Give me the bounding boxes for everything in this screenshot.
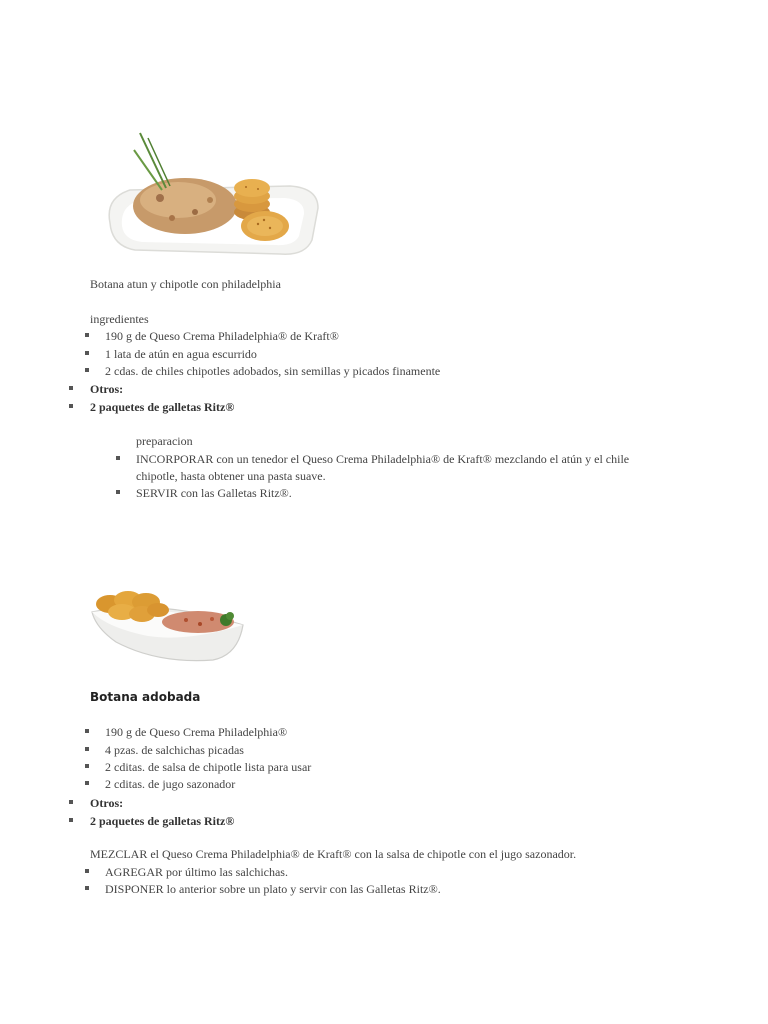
recipe2-other-heading: Otros: [90, 796, 124, 810]
bullet-icon [85, 729, 89, 733]
bullet-icon [85, 747, 89, 751]
recipe1-ingredient: 1 lata de atún en agua escurrido [105, 347, 257, 361]
bullet-icon [116, 456, 120, 460]
recipe1-other-heading: Otros: [90, 382, 124, 396]
recipe2-photo [88, 580, 248, 670]
recipe2-ingredient: 190 g de Queso Crema Philadelphia® [105, 725, 288, 739]
bullet-icon [85, 351, 89, 355]
recipe1-title: Botana atun y chipotle con philadelphia [90, 277, 281, 291]
recipe2-ingredient: 4 pzas. de salchichas picadas [105, 743, 244, 757]
recipe1-preparation-heading: preparacion [136, 434, 193, 448]
recipe1-photo [100, 128, 325, 268]
bullet-icon [69, 800, 73, 804]
recipe1-ingredients-heading: ingredientes [90, 312, 149, 326]
bullet-icon [85, 764, 89, 768]
recipe1-ingredient: 190 g de Queso Crema Philadelphia® de Kraft® [105, 329, 339, 343]
recipe1-other-item: 2 paquetes de galletas Ritz® [90, 400, 235, 414]
recipe1-step-continued: chipotle, hasta obtener una pasta suave. [136, 469, 326, 483]
recipe1-ingredient: 2 cdas. de chiles chipotles adobados, sin semillas y picados finamente [105, 364, 441, 378]
recipe2-method-intro: MEZCLAR el Queso Crema Philadelphia® de Kraft® con la salsa de chipotle con el jugo sazonador. [90, 847, 577, 861]
bullet-icon [69, 818, 73, 822]
recipe2-step: AGREGAR por último las salchichas. [105, 865, 288, 879]
bullet-icon [85, 886, 89, 890]
recipe2-ingredient: 2 cditas. de salsa de chipotle lista para usar [105, 760, 312, 774]
recipe2-other-item: 2 paquetes de galletas Ritz® [90, 814, 235, 828]
bullet-icon [85, 368, 89, 372]
recipe1-step: INCORPORAR con un tenedor el Queso Crema Philadelphia® de Kraft® mezclando el atún y el chile [136, 452, 630, 466]
bullet-icon [69, 404, 73, 408]
bullet-icon [85, 781, 89, 785]
recipe2-ingredient: 2 cditas. de jugo sazonador [105, 777, 236, 791]
bullet-icon [116, 490, 120, 494]
recipe1-step: SERVIR con las Galletas Ritz®. [136, 486, 292, 500]
recipe2-title: Botana adobada [90, 690, 201, 704]
bullet-icon [85, 333, 89, 337]
recipe2-step: DISPONER lo anterior sobre un plato y servir con las Galletas Ritz®. [105, 882, 441, 896]
bullet-icon [69, 386, 73, 390]
bullet-icon [85, 869, 89, 873]
